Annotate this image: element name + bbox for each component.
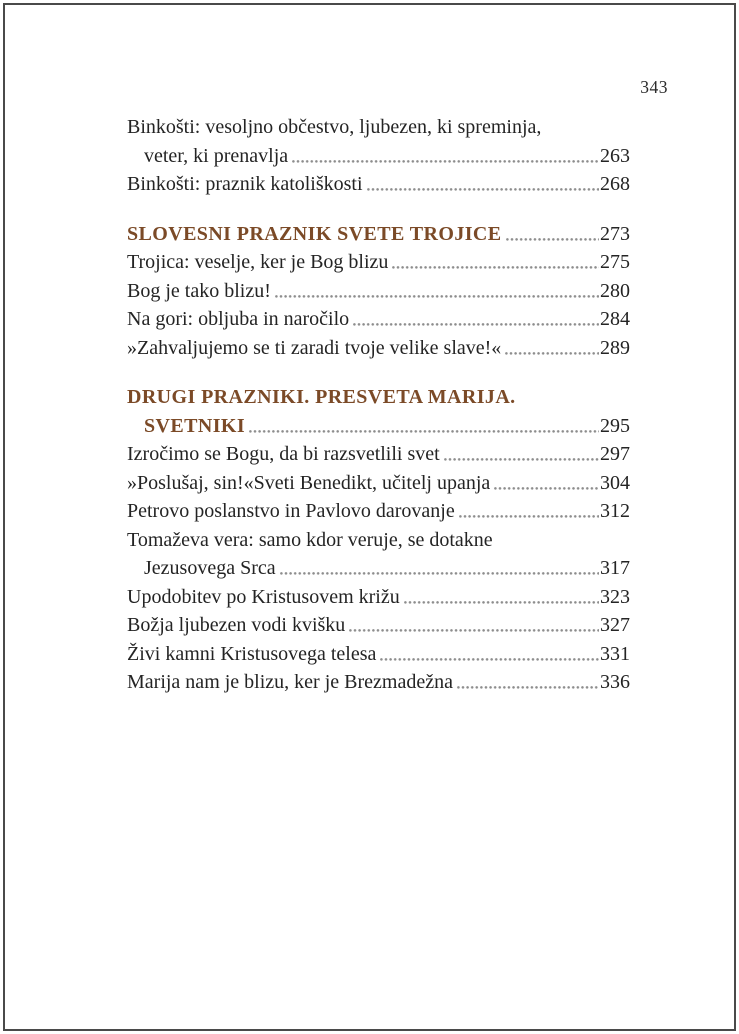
toc-entry-page: 297 [600, 443, 630, 465]
toc-entry-page: 275 [600, 251, 630, 273]
table-of-contents [127, 113, 630, 697]
toc-entry-page: 263 [600, 144, 630, 167]
toc-entry-title: Bog je tako blizu! [127, 279, 271, 302]
toc-entry [127, 277, 630, 306]
toc-entry [127, 334, 630, 363]
dotted-leader [456, 668, 599, 697]
toc-section-heading [127, 383, 630, 440]
toc-entry [127, 248, 630, 277]
toc-entry-title: Tomaževa vera: samo kdor veruje, se dotakne [127, 528, 493, 551]
toc-entry-title: Petrovo poslanstvo in Pavlovo darovanje [127, 500, 455, 522]
folio-page-number: 343 [640, 77, 668, 97]
toc-entry [127, 170, 630, 199]
dotted-leader [366, 170, 599, 199]
toc-section-page: 295 [600, 414, 630, 437]
toc-entry [127, 526, 630, 583]
toc-entry-title: Upodobitev po Kristusovem križu [127, 585, 400, 608]
toc-entry [127, 668, 630, 697]
dotted-leader [458, 497, 599, 526]
toc-entry-page: 284 [600, 308, 630, 330]
toc-entry-title: Binkošti: praznik katoliškosti [127, 173, 363, 195]
toc-entry-page: 289 [600, 336, 630, 359]
dotted-leader [274, 277, 599, 306]
toc-entry [127, 113, 630, 170]
toc-entry-page: 336 [600, 671, 630, 693]
toc-entry-title: Izročimo se Bogu, da bi razsvetlili svet [127, 443, 440, 465]
dotted-leader [391, 248, 599, 277]
toc-section-title-continued: SVETNIKI [144, 414, 246, 437]
dotted-leader [279, 554, 599, 583]
toc-entry-page: 312 [600, 500, 630, 522]
toc-section-title: DRUGI PRAZNIKI. PRESVETA MARIJA. [127, 386, 516, 408]
toc-entry-title: Binkošti: vesoljno občestvo, ljubezen, ki spreminja, [127, 116, 542, 138]
toc-entry-title: »Poslušaj, sin!«Sveti Benedikt, učitelj upanja [127, 471, 491, 494]
toc-section-heading [127, 220, 630, 249]
dotted-leader [348, 611, 599, 640]
toc-entry-page: 280 [600, 279, 630, 302]
dotted-leader [291, 142, 599, 171]
toc-entry-title: Živi kamni Kristusovega telesa [127, 642, 377, 665]
dotted-leader [505, 220, 599, 249]
toc-entry [127, 440, 630, 469]
toc-entry-page: 331 [600, 642, 630, 665]
toc-entry-page: 327 [600, 614, 630, 636]
toc-section-page: 273 [600, 222, 630, 245]
toc-entry-title-continued: veter, ki prenavlja [144, 144, 289, 167]
toc-entry [127, 497, 630, 526]
dotted-leader [504, 334, 599, 363]
toc-entry-title: Marija nam je blizu, ker je Brezmadežna [127, 671, 453, 693]
toc-entry-page: 304 [600, 471, 630, 494]
toc-entry [127, 305, 630, 334]
toc-entry-title: Božja ljubezen vodi kvišku [127, 614, 346, 636]
dotted-leader [493, 469, 599, 498]
toc-entry [127, 469, 630, 498]
toc-entry-page: 317 [600, 557, 630, 579]
dotted-leader [352, 305, 599, 334]
dotted-leader [248, 412, 599, 441]
toc-entry [127, 583, 630, 612]
dotted-leader [403, 583, 599, 612]
toc-section-title: SLOVESNI PRAZNIK SVETE TROJICE [127, 222, 502, 245]
toc-entry-title: Na gori: obljuba in naročilo [127, 308, 350, 330]
toc-entry-page: 323 [600, 585, 630, 608]
toc-entry-page: 268 [600, 173, 630, 195]
toc-entry-title: Trojica: veselje, ker je Bog blizu [127, 251, 389, 273]
dotted-leader [443, 440, 599, 469]
toc-entry-title: »Zahvaljujemo se ti zaradi tvoje velike slave!« [127, 336, 502, 359]
toc-entry [127, 640, 630, 669]
dotted-leader [379, 640, 599, 669]
toc-entry [127, 611, 630, 640]
toc-entry-title-continued: Jezusovega Srca [144, 557, 276, 579]
